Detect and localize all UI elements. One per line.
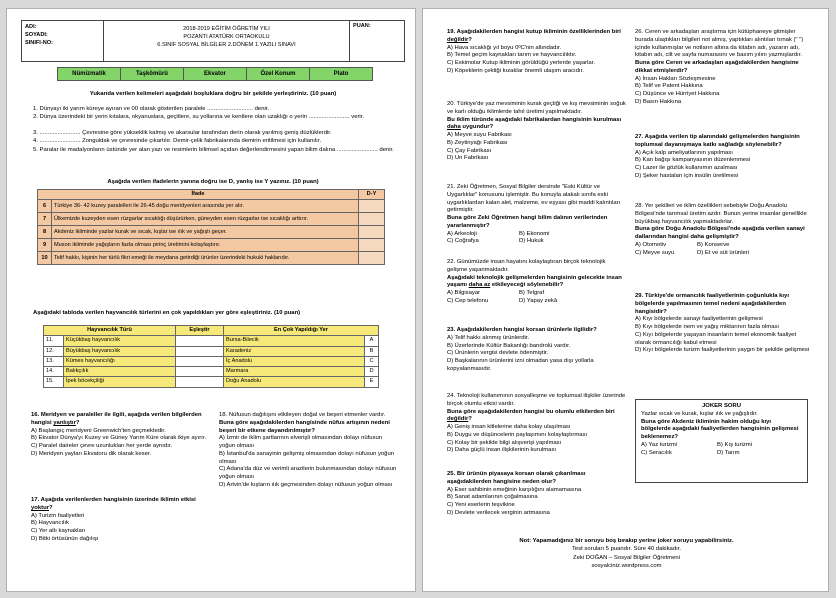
fill-item: 3. ......................... Çevresine göre yükseklik kalmış ve akarsular tarafından derin olarak yarılmış geniş düzlüklerdir. [33, 130, 332, 136]
answer-option[interactable]: B) Duygu ve düşüncelerin paylaşımını kolaylaştırması [447, 431, 588, 438]
joker-note: Not: Yapamadığınız bir soruyu boş bırakıp yerine joker soruyu yapabilirsiniz. [519, 538, 734, 544]
answer-option[interactable]: A) Hava sıcaklığı yıl boyu 0ºC'nin altındadır. [447, 44, 562, 51]
answer-option[interactable]: A) Açık kalp ameliyatlarının yapılması [635, 149, 733, 156]
student-info [22, 21, 104, 61]
score-box [350, 21, 404, 61]
score-label: PUAN: [353, 23, 371, 29]
matching-table [43, 325, 379, 388]
answer-option[interactable]: D) Daha güçlü insan ilişkilerinin kurulması [447, 447, 557, 454]
exam-header [21, 20, 405, 62]
exam-page-1 [6, 8, 416, 592]
answer-option[interactable]: B) Ekonomi [519, 230, 550, 237]
answer-option[interactable]: C) Düşünce ve Hürriyet Hakkına [635, 91, 720, 98]
true-false-table [37, 189, 385, 265]
keyword-item: Özel Konum [247, 68, 310, 80]
answer-option[interactable]: D) Basın Hakkına [635, 99, 682, 106]
answer-option[interactable]: D) Şeker hastaları için insülin üretilmesi [635, 172, 739, 179]
answer-option[interactable]: B) Üzerlerinde Kültür Bakanlığı bandrolü vardır. [447, 342, 571, 349]
keyword-item: Plato [310, 68, 372, 80]
answer-option[interactable]: B) Kan bağışı kampanyasının düzenlenmesi [635, 157, 751, 164]
answer-option[interactable]: C) Cep telefonu [447, 297, 489, 304]
website-link[interactable]: sosyalciniz.wordpress.com [591, 562, 662, 569]
fill-item: 2. Dünya üzerindeki bir yerin kıtalara, okyanuslara, geçitlere, su yollarına ve kentlere olan uzaklığı o yerin ......................... verir. [33, 114, 365, 120]
question-17: 17. Aşağıda verilenlerden hangisinin üzerinde iklimin etkisi yoktur? A) Turizm faaliyetleri B) Hayvancılık C) Yer altı kaynakları D) Bitki örtüsünün dağılışı [31, 497, 209, 544]
answer-option[interactable]: C) Adana'da düz ve verimli arazilerin bulunmasından dolayı nüfusun yoğun olması [219, 466, 397, 481]
answer-option[interactable]: A) İzmir de iklim şartlarının elverişli olmasından dolayı nüfusun yoğun olması [219, 435, 383, 450]
answer-cell[interactable] [359, 252, 385, 265]
keyword-item: Ekvator [184, 68, 247, 80]
table-header [38, 190, 385, 200]
answer-option[interactable]: A) Otomotiv [635, 241, 667, 248]
answer-cell[interactable] [359, 200, 385, 213]
answer-option[interactable]: C) Çay Fabrikası [447, 147, 492, 154]
school-line: 2018-2019 EĞİTİM ÖĞRETİM YILI [183, 26, 270, 32]
class-label: SINIFI-NO: [25, 40, 53, 47]
answer-option[interactable]: B) Konserve [697, 241, 730, 248]
statement-header: İfade [38, 190, 359, 200]
answer-option[interactable]: B) Hayvancılık [31, 520, 69, 527]
surname-label: SOYADI: [25, 32, 48, 39]
answer-cell[interactable] [359, 226, 385, 239]
answer-option[interactable]: A) Telif hakkı alınmış ürünlerdir. [447, 334, 530, 341]
answer-option[interactable]: B) İstanbul'da sanayinin gelişmiş olmasından dolayı nüfusun yoğun olması [219, 450, 395, 465]
question-28: 28. Yer şekilleri ve iklim özellikleri sebebiyle Doğu Anadolu Bölgesi'nde tarımsal üretim azdır. Bunun yerine insanlar genellikle büyükbaş hayvancılık yapmaktadırlar. Buna göre Doğu Anadolu Bölgesi'nde aşağıda verilen sanayi dallarından hangisi daha gelişmiştir? A) Otomotiv B) Konserve C) Meyve suyu D) Et ve süt ürünleri [635, 203, 807, 256]
table-row: 11. Küçükbaş hayvancılık Bursa-Bilecik A [44, 336, 379, 346]
answer-option[interactable]: C) Paralel daireler çevre uzunlukları her yerde aynıdır. [31, 443, 173, 450]
table-row: 12. Büyükbaş hayvancılık Karadeniz B [44, 346, 379, 356]
answer-option[interactable]: D) Yapay zekâ [519, 297, 558, 304]
answer-option[interactable]: A) Meyve suyu Fabrikası [447, 132, 512, 139]
question-16: 16. Meridyen ve paraleller ile ilgili, aşağıda verilen bilgilerden hangisi yanlıştır? A) Başlangıç meridyeni Greenwich'ten geçmektedir. B) Ekvator Dünya'yı Kuzey ve Güney Yarım Küre olarak ikiye ayırır. C) Paralel daireler çevre uzunlukları her yerde aynıdır. D) Meridyen yayları Ekvatoru dik olarak keser. [31, 412, 209, 459]
answer-option[interactable]: A) Yaz turizmi [641, 441, 678, 448]
school-info [104, 21, 350, 61]
school-line: POZANTI ATATÜRK ORTAOKULU [183, 34, 270, 41]
answer-option[interactable]: D) Kıyı bölgelerde turizm faaliyetlerinin yaygın bir şekilde gelişmesi [635, 347, 810, 354]
answer-option[interactable]: B) Ekvator Dünya'yı Kuzey ve Güney Yarım Küre olarak ikiye ayırır. [31, 435, 207, 442]
answer-option[interactable]: D) Hukuk [519, 238, 544, 245]
match-cell[interactable] [176, 356, 224, 366]
answer-option[interactable]: B) Zeytinyağı Fabrikası [447, 139, 508, 146]
answer-option[interactable]: D) Başkalarının ürünlerini izni olmadan yasa dışı yollarla kopyalanmasıdır. [447, 358, 594, 372]
section2-instruction: Aşağıda verilen ifadelerin yanına doğru ise D, yanlış ise Y yazınız. (10 puan) [107, 179, 319, 185]
question-24: 24. Teknoloji kullanımının sosyalleşme ve toplumsal ilişkiler üzerinde birçok olumlu etkisi vardır. Buna göre aşağıdakilerden hangisi bu olumlu etkilerden biri değildir? A) Geniş insan kitlelerine daha kolay ulaşılması B) Duygu ve düşüncelerin paylaşımını kolaylaştırması C) Kolay bir şekilde bilgi alışverişi yapılması D) Daha güçlü insan ilişkilerinin kurulması [447, 393, 626, 454]
answer-option[interactable]: C) Seracılık [641, 449, 672, 456]
section1-instruction: Yukarıda verilen kelimeleri aşağıdaki boşluklara doğru bir şekilde yerleştiriniz. (10 puan) [89, 91, 337, 97]
points-note: Test soruları 5 puandır. Süre 40 dakikadır. [571, 546, 682, 553]
question-29: 29. Türkiye'de ormancılık faaliyetlerinin çoğunlukla kıyı bölgelerde yapılmasının temel nedeni aşağıdakilerden hangisidir? A) Kıyı bölgelerde sanayi faaliyetlerinin gelişmesi B) Kıyı bölgelerde nem ve yağış miktarının fazla olması C) Kıyı bölgelerde yaşayan insanların temel ekonomik faaliyet olarak ormancılığı kabul etmesi D) Kıyı bölgelerde turizm faaliyetlerinin yaygın bir şekilde gelişmesi [635, 293, 813, 355]
answer-option[interactable]: B) Telgraf [519, 290, 545, 297]
answer-option[interactable]: D) Bitki örtüsünün dağılışı [31, 535, 99, 542]
answer-option[interactable]: A) Turizm faaliyetleri [31, 512, 85, 519]
answer-option[interactable]: B) Kıyı bölgelerde nem ve yağış miktarının fazla olması [635, 324, 780, 331]
question-21: 21. Zeki Öğretmen, Sosyal Bilgiler dersinde "Eski Kültür ve Uygarlıklar" konusunu işlemiştir. Bu konuyla alakalı sınıfa eski uygarlıklardan kalan alet, malzeme, ev eşyası gibi maddi kalıntıları getirmiştir. Buna göre Zeki Öğretmen hangi bilim dalının verilerinden yararlanmıştır? A) Arkeoloji B) Ekonomi C) Coğrafya D) Hukuk [447, 184, 621, 245]
question-18: 18. Nüfusun dağılışını etkileyen doğal ve beşeri etmenler vardır. Buna göre aşağıdakilerden hangisinde nüfus artışının nedeni beşeri bir etkene dayandırılmıştır? A) İzmir de iklim şartlarının elverişli olmasından dolayı nüfusun yoğun olması B) İstanbul'da sanayinin gelişmiş olmasından dolayı nüfusun yoğun olması C) Adana'da düz ve verimli arazilerin bulunmasından dolayı nüfusun yoğun olması D) Artvin'de kışların ılık geçmesinden dolayı nüfusun yoğun olması [219, 412, 397, 489]
table-row: 7 Ülkemizde kuzeyden esen rüzgarlar sıcaklığı düşürürken, güneyden esen rüzgarlar ise sıcaklığı arttırır. [38, 213, 385, 226]
answer-option[interactable]: B) Sanat adamlarının çoğalmasına [447, 494, 538, 501]
answer-option[interactable]: B) Temel geçim kaynakları tarım ve hayvancılıktır. [447, 52, 577, 59]
answer-option[interactable]: A) İnsan Hakları Sözleşmesine [635, 75, 716, 82]
answer-option[interactable]: D) Et ve süt ürünleri [697, 249, 750, 256]
answer-option[interactable]: A) Eser sahibinin emeğinin karşılığını alamamasına [447, 486, 582, 493]
school-line: 6.SINIF SOSYAL BİLGİLER 2.DÖNEM 1.YAZILI SINAVI [157, 42, 296, 49]
question-27: 27. Aşağıda verilen tip alanındaki gelişmelerden hangisinin toplumsal dayanışmaya katkı sağladığı söylenebilir? A) Açık kalp ameliyatlarının yapılması B) Kan bağışı kampanyasının düzenlenmesi C) Lazer ile gözlük kullanımın azalması D) Şeker hastaları için insülin üretilmesi [635, 134, 813, 181]
answer-option[interactable]: A) Başlangıç meridyeni Greenwich'ten geçmektedir. [31, 427, 166, 434]
answer-option[interactable]: A) Kıyı bölgelerde sanayi faaliyetlerinin gelişmesi [635, 316, 763, 323]
author-note: Zeki DOĞAN – Sosyal Bilgiler Öğretmeni [572, 554, 681, 561]
answer-option[interactable]: D) Tarım [717, 449, 740, 456]
answer-header: D-Y [359, 190, 385, 200]
answer-option[interactable]: B) Telif ve Patent Hakkına [635, 83, 703, 90]
fill-item: 4. ......................... Zonguldak ve çevresinde çıkartılır. Demir-çelik fabrikalarında demirin eritilmesi için kullanılır. [33, 138, 322, 144]
section3-instruction: Aşağıdaki tabloda verilen hayvancılık türlerini en çok yapıldıkları yer göre eşleştiriniz. (10 puan) [33, 310, 301, 316]
table-row: 9 Muson ikliminde yağışların fazla olması pirinç üretimini kolaylaştırır. [38, 239, 385, 252]
answer-cell[interactable] [359, 213, 385, 226]
answer-option[interactable]: D) Köpeklerin çektiği kızaklar önemli ulaşım aracıdır. [447, 67, 584, 74]
answer-option[interactable]: C) Kıyı bölgelerde yaşayan insanların temel ekonomik faaliyet olarak ormancılığı kabul etmesi [635, 331, 797, 346]
answer-cell[interactable] [359, 239, 385, 252]
answer-option[interactable]: C) Kolay bir şekilde bilgi alışverişi yapılması [447, 439, 562, 446]
answer-option[interactable]: A) Bilgisayar [447, 290, 481, 297]
question-19: 19. Aşağıdakilerden hangisi kutup ikliminin özelliklerinden biri değildir? A) Hava sıcaklığı yıl boyu 0ºC'nin altındadır. B) Temel geçim kaynakları tarım ve hayvancılıktır. C) Eskimolar Kutup ikliminin görüldüğü yerlerde yaşarlar. D) Köpeklerin çektiği kızaklar önemli ulaşım aracıdır. [447, 29, 627, 76]
table-row: 10 Telif hakkı, kişinin her türlü fikri emeği ile meydana getirdiği ürünler üzerindeki hukuki haklarıdır. [38, 252, 385, 265]
answer-option[interactable]: C) Coğrafya [447, 238, 479, 245]
match-cell[interactable] [176, 346, 224, 356]
answer-option[interactable]: C) Meyve suyu [635, 249, 675, 256]
question-23: 23. Aşağıdakilerden hangisi korsan ürünlerle ilgilidir? A) Telif hakkı alınmış ürünlerdir. B) Üzerlerinde Kültür Bakanlığı bandrolü vardır. C) Ürünlerin vergisi devlete ödenmiştir. D) Başkalarının ürünlerini izni olmadan yasa dışı yollarla kopyalanmasıdır. [447, 327, 627, 374]
exam-page-2 [422, 8, 829, 592]
keyword-item: Taşkömürü [121, 68, 184, 80]
match-cell[interactable] [176, 367, 224, 377]
match-cell[interactable] [176, 336, 224, 346]
answer-option[interactable]: C) Yeni eserlerin teşvikine [447, 502, 515, 509]
answer-option[interactable]: B) Kış turizmi [717, 441, 753, 448]
match-cell[interactable] [176, 377, 224, 387]
answer-option[interactable]: C) Lazer ile gözlük kullanımın azalması [635, 165, 738, 172]
table-row: 15. İpek böcekçiliği Doğu Anadolu E [44, 377, 379, 387]
joker-heading: JOKER SORU [702, 403, 741, 409]
answer-option[interactable]: D) Un Fabrikası [447, 155, 489, 162]
table-row: 6 Türkiye 36- 42 kuzey paralelleri ile 26-45 doğu meridyenleri arasında yer alır. [38, 200, 385, 213]
fill-item: 1. Dünyayı iki yarım küreye ayıran ve 00 olarak gösterilen paralele ............................ denir. [33, 106, 270, 112]
keyword-item: Nümizmatik [58, 68, 121, 80]
answer-option[interactable]: D) Devlete verilecek verginin artmasına [447, 509, 550, 516]
question-22: 22. Günümüzde insan hayatını kolaylaştıran birçok teknolojik gelişme yaşanmaktadır. Aşağıdaki teknolojik gelişmelerden hangisinin gelecekte insan yaşamı daha az etkileyeceği söylenebilir? A) Bilgisayar B) Telgraf C) Cep telefonu D) Yapay zekâ [447, 259, 622, 304]
question-26: 26. Ceren ve arkadaşları araştırma için kütüphaneye gitmişler burada ulaştıkları bilgileri not almış, yaptıkları alıntıları tırnak (" ") içinde kullanmışlar ve notların altına da kitabın adı, yazarın adı, kitabın adı, cilt ve sayfa numarasını ve basım yılını yazmışlardır. Buna göre Ceren ve arkadaşları aşağıdakilerden hangisine dikkat etmişlerdir? A) İnsan Hakları Sözleşmesine B) Telif ve Patent Hakkına C) Düşünce ve Hürriyet Hakkına D) Basın Hakkına [635, 29, 813, 107]
answer-option[interactable]: A) Arkeoloji [447, 230, 477, 237]
answer-option[interactable]: A) Geniş insan kitlelerine daha kolay ulaşılması [447, 424, 571, 431]
table-row: 8 Akdeniz ikliminde yazlar kurak ve sıcak, kışlar ise ılık ve yağışlı geçer. [38, 226, 385, 239]
keyword-bar [57, 67, 373, 81]
joker-question-box: JOKER SORU Yazlar sıcak ve kurak, kışlar ılık ve yağışlıdır. Buna göre Akdeniz ikliminin hakim olduğu kıyı bölgelerde aşağıdaki faaliyetlerden hangisinin gelişmesi beklenemez? A) Yaz turizmi B) Kış turizmi C) Seracılık D) Tarım [635, 399, 808, 483]
footer-note [423, 537, 829, 570]
answer-option[interactable]: D) Meridyen yayları Ekvatoru dik olarak keser. [31, 450, 152, 457]
table-row: 13. Kümes hayvancılığı İç Anadolu C [44, 356, 379, 366]
answer-option[interactable]: C) Ürünlerin vergisi devlete ödenmiştir. [447, 350, 549, 357]
answer-option[interactable]: C) Eskimolar Kutup ikliminin görüldüğü yerlerde yaşarlar. [447, 60, 595, 67]
answer-option[interactable]: C) Yer altı kaynakları [31, 528, 86, 535]
table-row: 14. Balıkçılık Marmara D [44, 367, 379, 377]
fill-item: 5. Paralar ile madalyonların üstünde yer alan yazı ve resimlerin bilimsel açıdan değerlendirmesini yapan bilim dalına ......................... denir. [33, 147, 394, 153]
answer-option[interactable]: D) Artvin'de kışların ılık geçmesinden dolayı nüfusun yoğun olması [219, 482, 393, 489]
name-label: ADI: [25, 24, 37, 30]
question-25: 25. Bir ürünün piyasaya korsan olarak çıkarılması aşağıdakilerden hangisine neden olur? A) Eser sahibinin emeğinin karşılığını alamamasına B) Sanat adamlarının çoğalmasına C) Yeni eserlerin teşvikine D) Devlete verilecek verginin artmasına [447, 471, 627, 518]
table-header: Hayvancılık Türü Eşleştir En Çok Yapıldığı Yer [44, 326, 379, 336]
question-20: 20. Türkiye'de yaz mevsiminin kurak geçtiği ve kış mevsiminin soğuk ve karlı olduğu iklimlerde tahıl üretimi yapılmaktadır. Bu iklim türünde aşağıdaki fabrikalardan hangisinin kurulması daha uygundur? A) Meyve suyu Fabrikası B) Zeytinyağı Fabrikası C) Çay Fabrikası D) Un Fabrikası [447, 101, 626, 162]
